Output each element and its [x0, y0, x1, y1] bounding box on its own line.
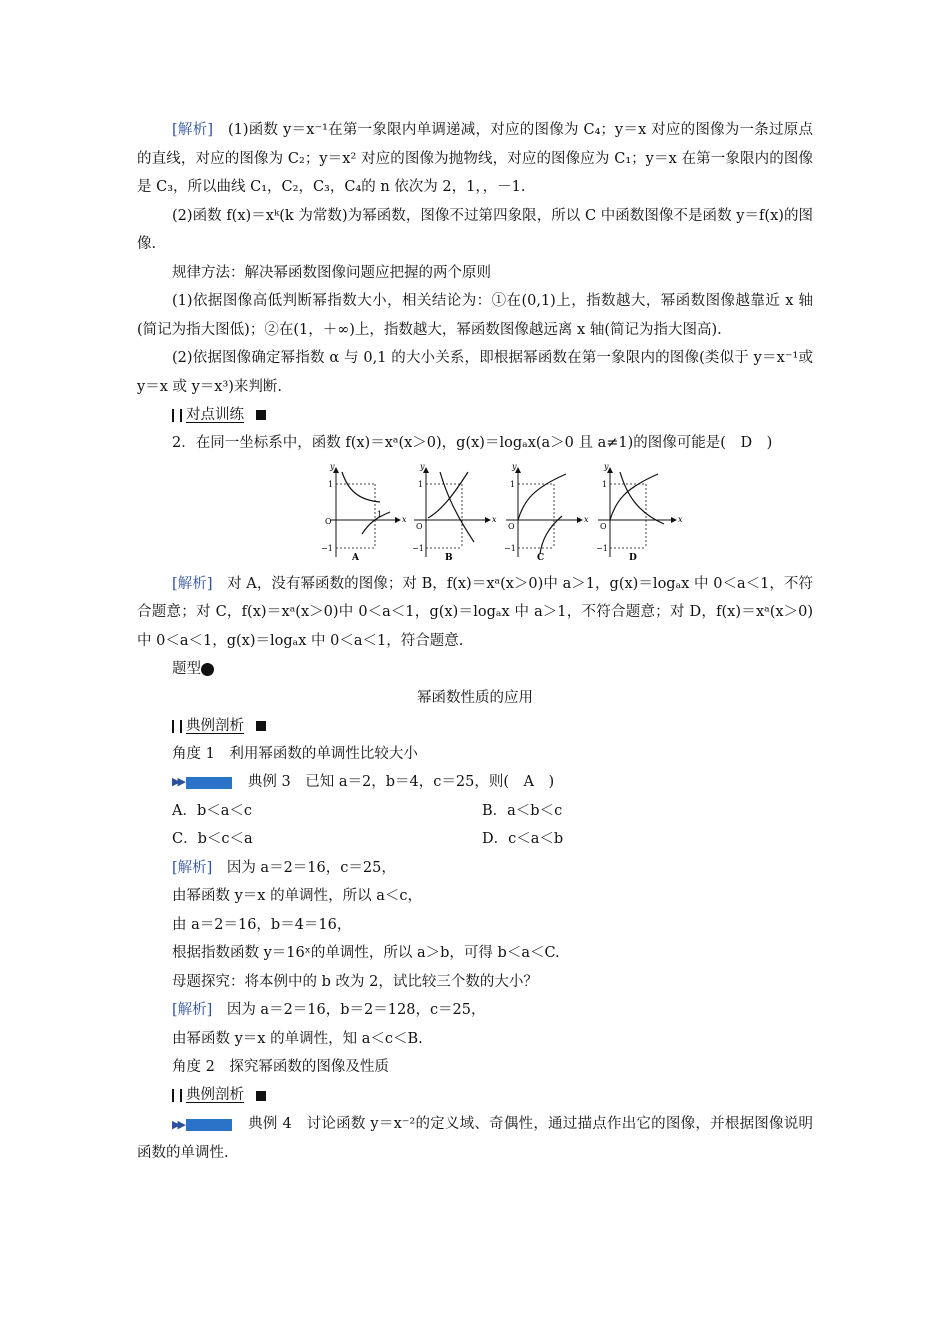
variant-question: 母题探究：将本例中的 b 改为 2，试比较三个数的大小？: [172, 973, 538, 990]
option-d: D．c＜a＜b: [482, 831, 564, 847]
analysis-variant-line-1: [137, 996, 813, 1025]
analysis-variant-line-2: 由幂函数 y＝x 的单调性，知 a＜c＜B.: [172, 1030, 423, 1047]
tick-neg-one: −1: [504, 543, 516, 553]
graph-c: [504, 462, 589, 562]
axis-x-label: x: [678, 514, 683, 524]
option-c: C．b＜c＜a: [172, 831, 253, 847]
section-heading-examples: [172, 712, 813, 740]
graph-label-b: B: [445, 552, 453, 562]
origin-label: O: [508, 521, 515, 531]
section-title: 典例剖析: [186, 717, 244, 734]
question-2: 2．在同一坐标系中，函数 f(x)＝xᵃ(x＞0)，g(x)＝logₐx(a＞0 且 a≠1)的图像可能是( D ): [172, 435, 773, 451]
option-a: A．b＜a＜c: [172, 802, 253, 819]
tick-one-x: 1: [377, 509, 383, 519]
section-title: 典例剖析: [186, 1087, 244, 1104]
black-square-icon: [256, 410, 266, 420]
double-bar-icon: [172, 720, 182, 733]
axis-y-label: y: [604, 461, 609, 471]
tick-one: 1: [510, 479, 516, 489]
method-heading: 规律方法：解决幂函数图像问题应把握的两个原则: [172, 264, 491, 281]
method-rule-1: (1)依据图像高低判断幂指数大小，相关结论为：①在(0,1)上，指数越大，幂函数图像越靠近 x 轴(简记为指大图低)；②在(1，＋∞)上，指数越大，幂函数图像越远离 x 轴(简记为指大图高).: [137, 293, 813, 338]
analysis-paragraph-q2: [137, 570, 813, 656]
graph-label-d: D: [629, 552, 637, 562]
origin-label: O: [600, 521, 607, 531]
black-square-icon: [256, 721, 266, 731]
double-bar-icon: [172, 409, 182, 422]
axis-x-label: x: [584, 514, 589, 524]
axis-x-label: x: [492, 514, 497, 524]
analysis-ex3-line-3: 由 a＝2＝16，b＝4＝16，: [172, 916, 352, 933]
analysis-paragraph-1: [137, 116, 813, 202]
tick-neg-one: −1: [596, 543, 608, 553]
example-3-heading: [172, 769, 813, 797]
section-heading-practice: [172, 401, 813, 429]
example-4-text: 典例 4 讨论函数 y＝x⁻²的定义域、奇偶性，通过描点作出它的图像，并根据图像说明函数的单调性.: [137, 1115, 813, 1161]
options-row-1: [172, 797, 813, 826]
document-body: [137, 116, 813, 1168]
options-row-2: [172, 825, 813, 854]
tick-one: 1: [602, 479, 608, 489]
tick-one: 1: [328, 479, 334, 489]
origin-label: O: [416, 521, 423, 531]
example-badge-icon: ▶▶: [172, 768, 232, 797]
type-heading: [137, 655, 813, 684]
analysis-text-1: (1)函数 y＝x⁻¹在第一象限内单调递减，对应的图像为 C₄；y＝x 对应的图像为一条过原点的直线，对应的图像为 C₂；y＝x² 对应的图像为抛物线，对应的图像应为 C₁；y＝x 在第一象限内的图像是 C₃，所以曲线 C₁，C₂，C₃，C₄的 n 依次为 2，1，，－1.: [137, 122, 813, 195]
example-4-paragraph: [137, 1110, 813, 1168]
double-bar-icon: [172, 1089, 182, 1102]
section-heading-examples-2: [172, 1082, 813, 1110]
type-label: 题型: [172, 661, 201, 677]
axis-x-label: x: [402, 514, 407, 524]
analysis-tag: [解析]: [172, 122, 214, 138]
axis-y-label: y: [420, 461, 425, 471]
analysis-tag: [解析]: [172, 1002, 213, 1018]
graph-label-a: A: [352, 552, 359, 562]
axis-y-label: y: [330, 461, 335, 471]
option-b: B．a＜b＜c: [482, 802, 563, 819]
analysis-text: 因为 a＝2＝16，c＝25，: [226, 859, 396, 876]
graph-b: [412, 462, 497, 562]
tick-neg-one: −1: [412, 543, 424, 553]
graph-label-c: C: [537, 552, 545, 562]
angle-2-heading: 角度 2 探究幂函数的图像及性质: [172, 1059, 389, 1075]
axis-y-label: y: [512, 461, 517, 471]
graph-d: [596, 462, 683, 562]
method-rule-2: (2)依据图像确定幂指数 α 与 0,1 的大小关系，即根据幂函数在第一象限内的图像(类似于 y＝x⁻¹或 y＝x 或 y＝x³)来判断.: [137, 350, 813, 395]
analysis-text: 因为 a＝2＝16，b＝2＝128，c＝25，: [226, 1002, 486, 1018]
black-square-icon: [256, 1091, 266, 1101]
section-title: 对点训练: [186, 406, 244, 423]
analysis-text-q2: 对 A，没有幂函数的图像；对 B，f(x)＝xᵃ(x＞0)中 a＞1，g(x)＝logₐx 中 0＜a＜1，不符合题意；对 C，f(x)＝xᵃ(x＞0)中 0＜a＜1，g(x)＝logₐx 中 a＞1，不符合题意；对 D，f(x)＝xᵃ(x＞0)中 0＜a＜1，g(x)＝logₐx 中 0＜a＜1，符合题意.: [137, 575, 813, 649]
analysis-ex3-line-2: 由幂函数 y＝x 的单调性，所以 a＜c，: [172, 888, 422, 904]
graph-choices: [137, 462, 813, 562]
graph-a: [321, 462, 407, 562]
analysis-paragraph-2: (2)函数 f(x)＝xᵏ(k 为常数)为幂函数，图像不过第四象限，所以 C 中函数图像不是函数 y＝f(x)的图像.: [137, 207, 813, 252]
analysis-ex3-line-4: 根据指数函数 y＝16ˣ的单调性，所以 a＞b，可得 b＜a＜C.: [172, 945, 560, 961]
angle-1-heading: 角度 1 利用幂函数的单调性比较大小: [172, 746, 418, 762]
type-title: 幂函数性质的应用: [417, 689, 533, 706]
tick-neg-one: −1: [321, 543, 333, 553]
analysis-ex3-line-1: [137, 854, 813, 883]
graphs-svg: [320, 462, 690, 562]
analysis-tag: [解析]: [172, 859, 213, 876]
origin-label: O: [325, 516, 332, 526]
analysis-tag: [解析]: [172, 575, 213, 592]
circled-number-icon: 三: [201, 663, 214, 676]
example-badge-icon: ▶▶: [172, 1111, 232, 1140]
tick-one: 1: [418, 479, 424, 489]
example-3-text: 典例 3 已知 a＝2，b＝4，c＝25，则( A ): [247, 774, 555, 791]
